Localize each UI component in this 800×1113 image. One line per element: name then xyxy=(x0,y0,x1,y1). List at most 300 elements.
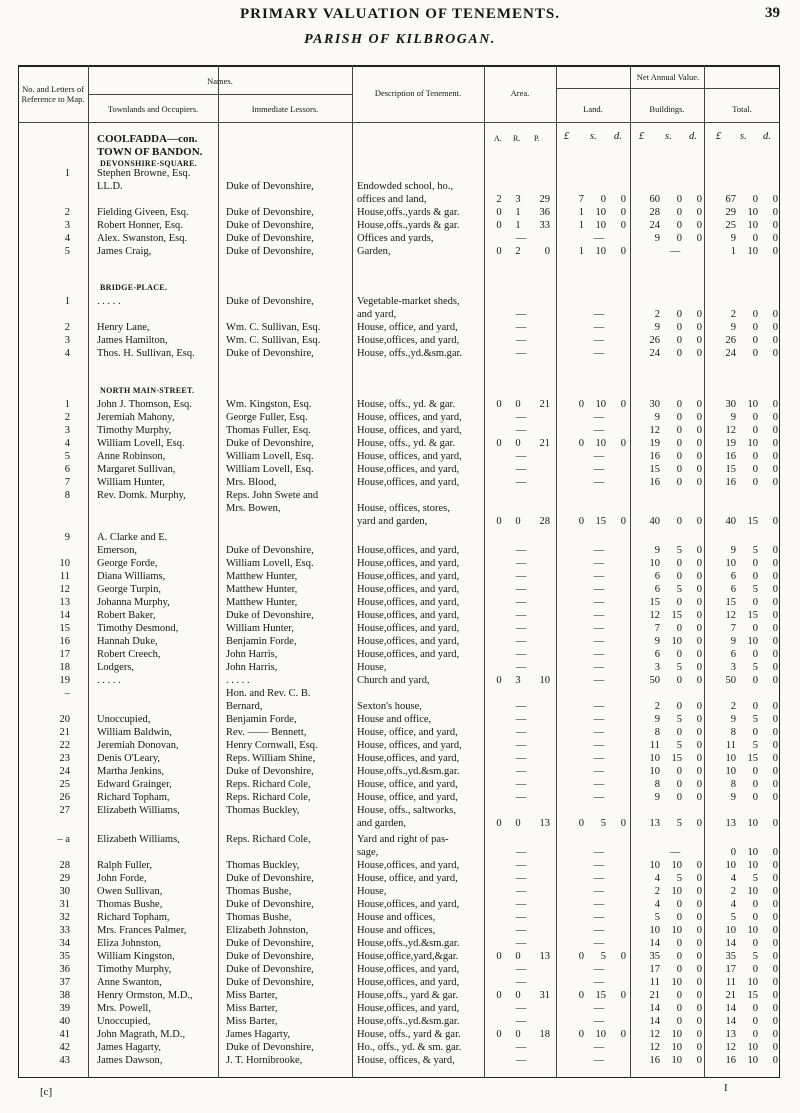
map-reference: 37 xyxy=(59,977,70,988)
tot-pence: 0 xyxy=(772,623,778,634)
occupier-name: Alex. Swanston, Esq. xyxy=(97,233,188,244)
bld-shillings: 5 xyxy=(676,818,682,829)
bld-shillings: 5 xyxy=(676,584,682,595)
tenement-description: House, xyxy=(357,886,387,897)
tot-pence: 0 xyxy=(772,873,778,884)
land-pence: 0 xyxy=(620,207,626,218)
land-shillings: 5 xyxy=(600,951,606,962)
land-pounds: 0 xyxy=(578,818,584,829)
tot-shillings: 0 xyxy=(752,451,758,462)
tot-shillings: 0 xyxy=(752,912,758,923)
bld-pence: 0 xyxy=(696,610,702,621)
bld-pounds: 15 xyxy=(649,597,660,608)
col-header-description: Description of Tenement. xyxy=(374,88,462,98)
tot-pounds: 9 xyxy=(730,545,736,556)
map-reference: – a xyxy=(57,834,70,845)
immediate-lessor: William Lovell, Esq. xyxy=(226,451,314,462)
bld-shillings: 10 xyxy=(671,925,682,936)
area-acres: 0 xyxy=(496,516,502,527)
bld-pence: 0 xyxy=(696,477,702,488)
tenement-description: House, offices, & yard, xyxy=(357,1055,455,1066)
tot-pence: 0 xyxy=(772,925,778,936)
tot-shillings: 0 xyxy=(752,779,758,790)
map-reference: 31 xyxy=(59,899,70,910)
map-reference: 34 xyxy=(59,938,70,949)
tot-pounds: 8 xyxy=(730,727,736,738)
immediate-lessor: Thomas Bushe, xyxy=(226,886,292,897)
bld-pounds: 14 xyxy=(649,938,660,949)
bld-pounds: 21 xyxy=(649,990,660,1001)
land-value: — xyxy=(593,938,605,949)
map-reference: 20 xyxy=(59,714,70,725)
land-shillings: 15 xyxy=(595,990,606,1001)
tot-pounds: 0 xyxy=(730,847,736,858)
occupier-name: Mrs. Frances Palmer, xyxy=(97,925,187,936)
tot-pence: 0 xyxy=(772,649,778,660)
bld-pence: 0 xyxy=(696,636,702,647)
land-pence: 0 xyxy=(620,438,626,449)
map-reference: 42 xyxy=(59,1042,70,1053)
immediate-lessor: Thomas Buckley, xyxy=(226,860,300,871)
tot-pounds: 12 xyxy=(725,1042,736,1053)
immediate-lessor: Matthew Hunter, xyxy=(226,571,298,582)
immediate-lessor: Duke of Devonshire, xyxy=(226,296,314,307)
immediate-lessor: . . . . . xyxy=(226,675,250,686)
tot-pence: 0 xyxy=(772,464,778,475)
immediate-lessor: Thomas Buckley, xyxy=(226,805,300,816)
bld-pence: 0 xyxy=(696,348,702,359)
area-acres: 0 xyxy=(496,399,502,410)
bld-pence: 0 xyxy=(696,766,702,777)
col-header-total: Total. xyxy=(732,104,752,114)
bld-pounds: 17 xyxy=(649,964,660,975)
tenement-description: Church and yard, xyxy=(357,675,430,686)
bld-shillings: 0 xyxy=(676,597,682,608)
immediate-lessor: Duke of Devonshire, xyxy=(226,977,314,988)
tot-shillings: 0 xyxy=(752,1016,758,1027)
bld-pence: 0 xyxy=(696,571,702,582)
map-reference: 9 xyxy=(64,532,70,543)
tot-pence: 0 xyxy=(772,348,778,359)
area-dash: — xyxy=(515,701,527,712)
occupier-name: Diana Williams, xyxy=(97,571,166,582)
tot-pence: 0 xyxy=(772,438,778,449)
area-perches: 10 xyxy=(539,675,550,686)
tenement-description: House, office, and yard, xyxy=(357,873,458,884)
tot-pence: 0 xyxy=(772,792,778,803)
tot-shillings: 10 xyxy=(747,246,758,257)
land-value: — xyxy=(593,925,605,936)
tot-shillings: 10 xyxy=(747,925,758,936)
map-reference: 30 xyxy=(59,886,70,897)
bld-pence: 0 xyxy=(696,194,702,205)
bld-pence: 0 xyxy=(696,899,702,910)
map-reference: 32 xyxy=(59,912,70,923)
area-dash: — xyxy=(515,571,527,582)
tot-shillings: 10 xyxy=(747,1042,758,1053)
occupier-name: Edward Grainger, xyxy=(97,779,172,790)
land-pounds: 7 xyxy=(578,194,584,205)
land-value: — xyxy=(593,412,605,423)
tenement-description: House, offs., yd. & gar. xyxy=(357,438,456,449)
tenement-description: House, offs., yd. & gar. xyxy=(357,399,456,410)
col-header-no: No. and Letters of Reference to Map. xyxy=(21,84,85,104)
tot-pounds: 1 xyxy=(730,246,736,257)
tot-shillings: 0 xyxy=(752,727,758,738)
immediate-lessor: Benjamin Forde, xyxy=(226,636,297,647)
map-reference: 33 xyxy=(59,925,70,936)
bld-pounds: 10 xyxy=(649,766,660,777)
land-pence: 0 xyxy=(620,194,626,205)
tot-pence: 0 xyxy=(772,977,778,988)
tot-shillings: 0 xyxy=(752,322,758,333)
map-reference: 5 xyxy=(64,246,70,257)
occupier-name: Robert Creech, xyxy=(97,649,161,660)
area-perches: 21 xyxy=(539,399,550,410)
bld-pence: 0 xyxy=(696,584,702,595)
land-pence: 0 xyxy=(620,1029,626,1040)
map-reference: 12 xyxy=(59,584,70,595)
bld-pence: 0 xyxy=(696,662,702,673)
bld-pounds: 14 xyxy=(649,1016,660,1027)
bld-pence: 0 xyxy=(696,412,702,423)
bld-pounds: 12 xyxy=(649,1029,660,1040)
area-dash: — xyxy=(515,1003,527,1014)
tot-pence: 0 xyxy=(772,451,778,462)
map-reference: 26 xyxy=(59,792,70,803)
bld-pounds: 10 xyxy=(649,925,660,936)
bld-pence: 0 xyxy=(696,873,702,884)
area-dash: — xyxy=(515,977,527,988)
bld-shillings: 0 xyxy=(676,701,682,712)
land-shillings: 10 xyxy=(595,246,606,257)
bld-pence: 0 xyxy=(696,451,702,462)
area-dash: — xyxy=(515,233,527,244)
bld-shillings: 0 xyxy=(676,464,682,475)
bld-shillings: 0 xyxy=(676,348,682,359)
land-pounds: 1 xyxy=(578,220,584,231)
occupier-name: Emerson, xyxy=(97,545,137,556)
tot-pounds: 11 xyxy=(725,740,736,751)
bld-pounds: 9 xyxy=(654,545,660,556)
occupier-name: James Hagarty, xyxy=(97,1042,162,1053)
tot-pence: 0 xyxy=(772,714,778,725)
tot-pounds: 2 xyxy=(730,701,736,712)
section-heading: NORTH MAIN-STREET. xyxy=(100,386,195,395)
tenement-description: House,offices, and yard, xyxy=(357,753,460,764)
bld-pounds: 8 xyxy=(654,727,660,738)
bld-pounds: 6 xyxy=(654,584,660,595)
bld-value: — xyxy=(669,847,681,858)
occupier-name: George Turpin, xyxy=(97,584,161,595)
bld-shillings: 0 xyxy=(676,451,682,462)
bld-pounds: 12 xyxy=(649,1042,660,1053)
land-value: — xyxy=(593,964,605,975)
tot-pence: 0 xyxy=(772,951,778,962)
occupier-name: John Magrath, M.D., xyxy=(97,1029,186,1040)
tot-pounds: 10 xyxy=(725,925,736,936)
tot-pence: 0 xyxy=(772,399,778,410)
area-dash: — xyxy=(515,727,527,738)
bld-pounds: 50 xyxy=(649,675,660,686)
tenement-description: House,offices, and yard, xyxy=(357,899,460,910)
bld-pounds: 6 xyxy=(654,571,660,582)
land-pence: 0 xyxy=(620,990,626,1001)
immediate-lessor: Duke of Devonshire, xyxy=(226,545,314,556)
land-value: — xyxy=(593,451,605,462)
bld-pounds: 12 xyxy=(649,425,660,436)
map-reference: 4 xyxy=(64,438,70,449)
tot-shillings: 0 xyxy=(752,477,758,488)
map-reference: 39 xyxy=(59,1003,70,1014)
immediate-lessor: J. T. Hornibrooke, xyxy=(226,1055,303,1066)
land-shillings: 10 xyxy=(595,220,606,231)
land-value: — xyxy=(593,571,605,582)
tot-shillings: 0 xyxy=(752,1003,758,1014)
bld-pounds: 7 xyxy=(654,623,660,634)
immediate-lessor: Duke of Devonshire, xyxy=(226,207,314,218)
col-header-land: Land. xyxy=(583,104,603,114)
tot-pounds: 2 xyxy=(730,309,736,320)
occupier-name: Timothy Murphy, xyxy=(97,964,172,975)
tot-pence: 0 xyxy=(772,766,778,777)
bld-pence: 0 xyxy=(696,335,702,346)
tot-pounds: 11 xyxy=(725,977,736,988)
land-value: — xyxy=(593,649,605,660)
land-pence: 0 xyxy=(620,246,626,257)
bld-shillings: 0 xyxy=(676,516,682,527)
map-reference: 35 xyxy=(59,951,70,962)
map-reference: – xyxy=(64,688,70,699)
map-reference: 3 xyxy=(64,425,70,436)
immediate-lessor: Duke of Devonshire, xyxy=(226,610,314,621)
tot-pence: 0 xyxy=(772,412,778,423)
immediate-lessor: Matthew Hunter, xyxy=(226,597,298,608)
tenement-description: House,offices, and yard, xyxy=(357,977,460,988)
bld-pounds: 10 xyxy=(649,860,660,871)
area-dash: — xyxy=(515,740,527,751)
immediate-lessor: Reps. Richard Cole, xyxy=(226,792,311,803)
land-pounds: 0 xyxy=(578,399,584,410)
area-dash: — xyxy=(515,464,527,475)
bld-shillings: 0 xyxy=(676,727,682,738)
tot-pounds: 10 xyxy=(725,766,736,777)
col-rule xyxy=(352,65,353,1078)
unit-bld-d: d. xyxy=(689,131,697,142)
bld-pounds: 28 xyxy=(649,207,660,218)
unit-land-s: s. xyxy=(590,131,597,142)
land-value: — xyxy=(593,1055,605,1066)
tenement-description: House,offices, and yard, xyxy=(357,636,460,647)
land-pounds: 0 xyxy=(578,438,584,449)
map-reference: 23 xyxy=(59,753,70,764)
land-pounds: 0 xyxy=(578,951,584,962)
occupier-name: Thos. H. Sullivan, Esq. xyxy=(97,348,195,359)
tenement-description: House,offices, and yard, xyxy=(357,571,460,582)
tot-pence: 0 xyxy=(772,246,778,257)
land-value: — xyxy=(593,477,605,488)
tot-pounds: 21 xyxy=(725,990,736,1001)
land-value: — xyxy=(593,766,605,777)
bld-shillings: 0 xyxy=(676,792,682,803)
tot-shillings: 15 xyxy=(747,753,758,764)
bld-pence: 0 xyxy=(696,727,702,738)
land-shillings: 10 xyxy=(595,399,606,410)
bld-shillings: 0 xyxy=(676,649,682,660)
bld-pence: 0 xyxy=(696,207,702,218)
area-acres: 0 xyxy=(496,818,502,829)
bld-shillings: 10 xyxy=(671,1055,682,1066)
bld-shillings: 10 xyxy=(671,977,682,988)
bld-pounds: 60 xyxy=(649,194,660,205)
bld-pence: 0 xyxy=(696,977,702,988)
immediate-lessor: John Harris, xyxy=(226,662,278,673)
tot-shillings: 0 xyxy=(752,649,758,660)
land-value: — xyxy=(593,610,605,621)
occupier-name: John J. Thomson, Esq. xyxy=(97,399,192,410)
area-dash: — xyxy=(515,873,527,884)
tot-pounds: 35 xyxy=(725,951,736,962)
bld-shillings: 0 xyxy=(676,412,682,423)
map-reference: 14 xyxy=(59,610,70,621)
land-value: — xyxy=(593,714,605,725)
bld-shillings: 0 xyxy=(676,1016,682,1027)
bld-pence: 0 xyxy=(696,779,702,790)
bld-pence: 0 xyxy=(696,925,702,936)
occupier-name: James Dawson, xyxy=(97,1055,163,1066)
tot-pounds: 9 xyxy=(730,792,736,803)
bld-pounds: 40 xyxy=(649,516,660,527)
area-roods: 0 xyxy=(515,399,521,410)
unit-tot-d: d. xyxy=(763,131,771,142)
tot-shillings: 5 xyxy=(752,740,758,751)
tot-pounds: 5 xyxy=(730,912,736,923)
tot-shillings: 10 xyxy=(747,847,758,858)
tot-pounds: 40 xyxy=(725,516,736,527)
area-perches: 0 xyxy=(544,246,550,257)
map-reference: 40 xyxy=(59,1016,70,1027)
tenement-description: House and office, xyxy=(357,714,432,725)
bld-shillings: 0 xyxy=(676,335,682,346)
map-reference: 28 xyxy=(59,860,70,871)
area-dash: — xyxy=(515,636,527,647)
bld-shillings: 0 xyxy=(676,233,682,244)
tot-shillings: 0 xyxy=(752,899,758,910)
col-rule xyxy=(88,65,89,1078)
bld-shillings: 5 xyxy=(676,740,682,751)
tot-shillings: 0 xyxy=(752,425,758,436)
tenement-description: House,offs.,yd.&sm.gar. xyxy=(357,766,460,777)
tenement-description: House,offices, and yard, xyxy=(357,1003,460,1014)
tenement-description: House,offs.,yd.&sm.gar. xyxy=(357,1016,460,1027)
tot-pence: 0 xyxy=(772,516,778,527)
tot-pence: 0 xyxy=(772,1042,778,1053)
bld-pounds: 16 xyxy=(649,477,660,488)
col-header-nav: Net Annual Value. xyxy=(636,72,700,82)
bld-pence: 0 xyxy=(696,464,702,475)
col-rule xyxy=(630,65,631,1078)
area-dash: — xyxy=(515,412,527,423)
land-value: — xyxy=(593,597,605,608)
immediate-lessor: Duke of Devonshire, xyxy=(226,181,314,192)
bld-pounds: 3 xyxy=(654,662,660,673)
area-roods: 0 xyxy=(515,516,521,527)
land-pence: 0 xyxy=(620,818,626,829)
bld-shillings: 5 xyxy=(676,714,682,725)
area-dash: — xyxy=(515,925,527,936)
bld-pounds: 24 xyxy=(649,348,660,359)
land-shillings: 10 xyxy=(595,207,606,218)
bld-pence: 0 xyxy=(696,964,702,975)
area-dash: — xyxy=(515,964,527,975)
land-shillings: 0 xyxy=(600,194,606,205)
tenement-description: House, office, and yard, xyxy=(357,792,458,803)
occupier-name: Stephen Browne, Esq. xyxy=(97,168,191,179)
map-reference: 10 xyxy=(59,558,70,569)
tot-shillings: 10 xyxy=(747,818,758,829)
tot-pence: 0 xyxy=(772,1055,778,1066)
tot-pounds: 12 xyxy=(725,610,736,621)
tenement-description: House and offices, xyxy=(357,912,436,923)
tot-pounds: 6 xyxy=(730,649,736,660)
bld-pence: 0 xyxy=(696,818,702,829)
occupier-name: Richard Topham, xyxy=(97,792,170,803)
unit-bld-s: s. xyxy=(665,131,672,142)
bld-pence: 0 xyxy=(696,701,702,712)
occupier-name: James Hamilton, xyxy=(97,335,168,346)
tenement-description: House,offs.,yd.&sm.gar. xyxy=(357,938,460,949)
area-acres: 0 xyxy=(496,1029,502,1040)
header-bottom-rule xyxy=(18,122,780,123)
unit-p: P. xyxy=(534,134,540,143)
tot-pence: 0 xyxy=(772,740,778,751)
bld-pence: 0 xyxy=(696,558,702,569)
tot-pounds: 9 xyxy=(730,636,736,647)
land-pounds: 0 xyxy=(578,1029,584,1040)
map-reference: 19 xyxy=(59,675,70,686)
tot-pence: 0 xyxy=(772,194,778,205)
col-rule xyxy=(218,65,219,1078)
immediate-lessor: Reps. William Shine, xyxy=(226,753,316,764)
bld-shillings: 15 xyxy=(671,753,682,764)
tenement-description: House,offices, and yard, xyxy=(357,545,460,556)
bld-pounds: 16 xyxy=(649,1055,660,1066)
col-header-buildings: Buildings. xyxy=(649,104,685,114)
bld-pounds: 13 xyxy=(649,818,660,829)
area-roods: 3 xyxy=(515,675,521,686)
area-dash: — xyxy=(515,335,527,346)
immediate-lessor: Reps. Richard Cole, xyxy=(226,834,311,845)
area-perches: 28 xyxy=(539,516,550,527)
bld-pence: 0 xyxy=(696,309,702,320)
tot-shillings: 0 xyxy=(752,309,758,320)
bld-shillings: 5 xyxy=(676,545,682,556)
bld-shillings: 10 xyxy=(671,886,682,897)
tenement-description: Ho., offs., yd. & sm. gar. xyxy=(357,1042,462,1053)
bld-pounds: 2 xyxy=(654,309,660,320)
land-value: — xyxy=(593,1016,605,1027)
tot-pounds: 4 xyxy=(730,899,736,910)
map-reference: 7 xyxy=(64,477,70,488)
immediate-lessor: William Lovell, Esq. xyxy=(226,464,314,475)
map-reference: 18 xyxy=(59,662,70,673)
bld-pounds: 2 xyxy=(654,701,660,712)
map-reference: 36 xyxy=(59,964,70,975)
occupier-name: Hannah Duke, xyxy=(97,636,158,647)
occupier-name: Anne Swanton, xyxy=(97,977,162,988)
tot-shillings: 5 xyxy=(752,584,758,595)
immediate-lessor: William Hunter, xyxy=(226,623,294,634)
